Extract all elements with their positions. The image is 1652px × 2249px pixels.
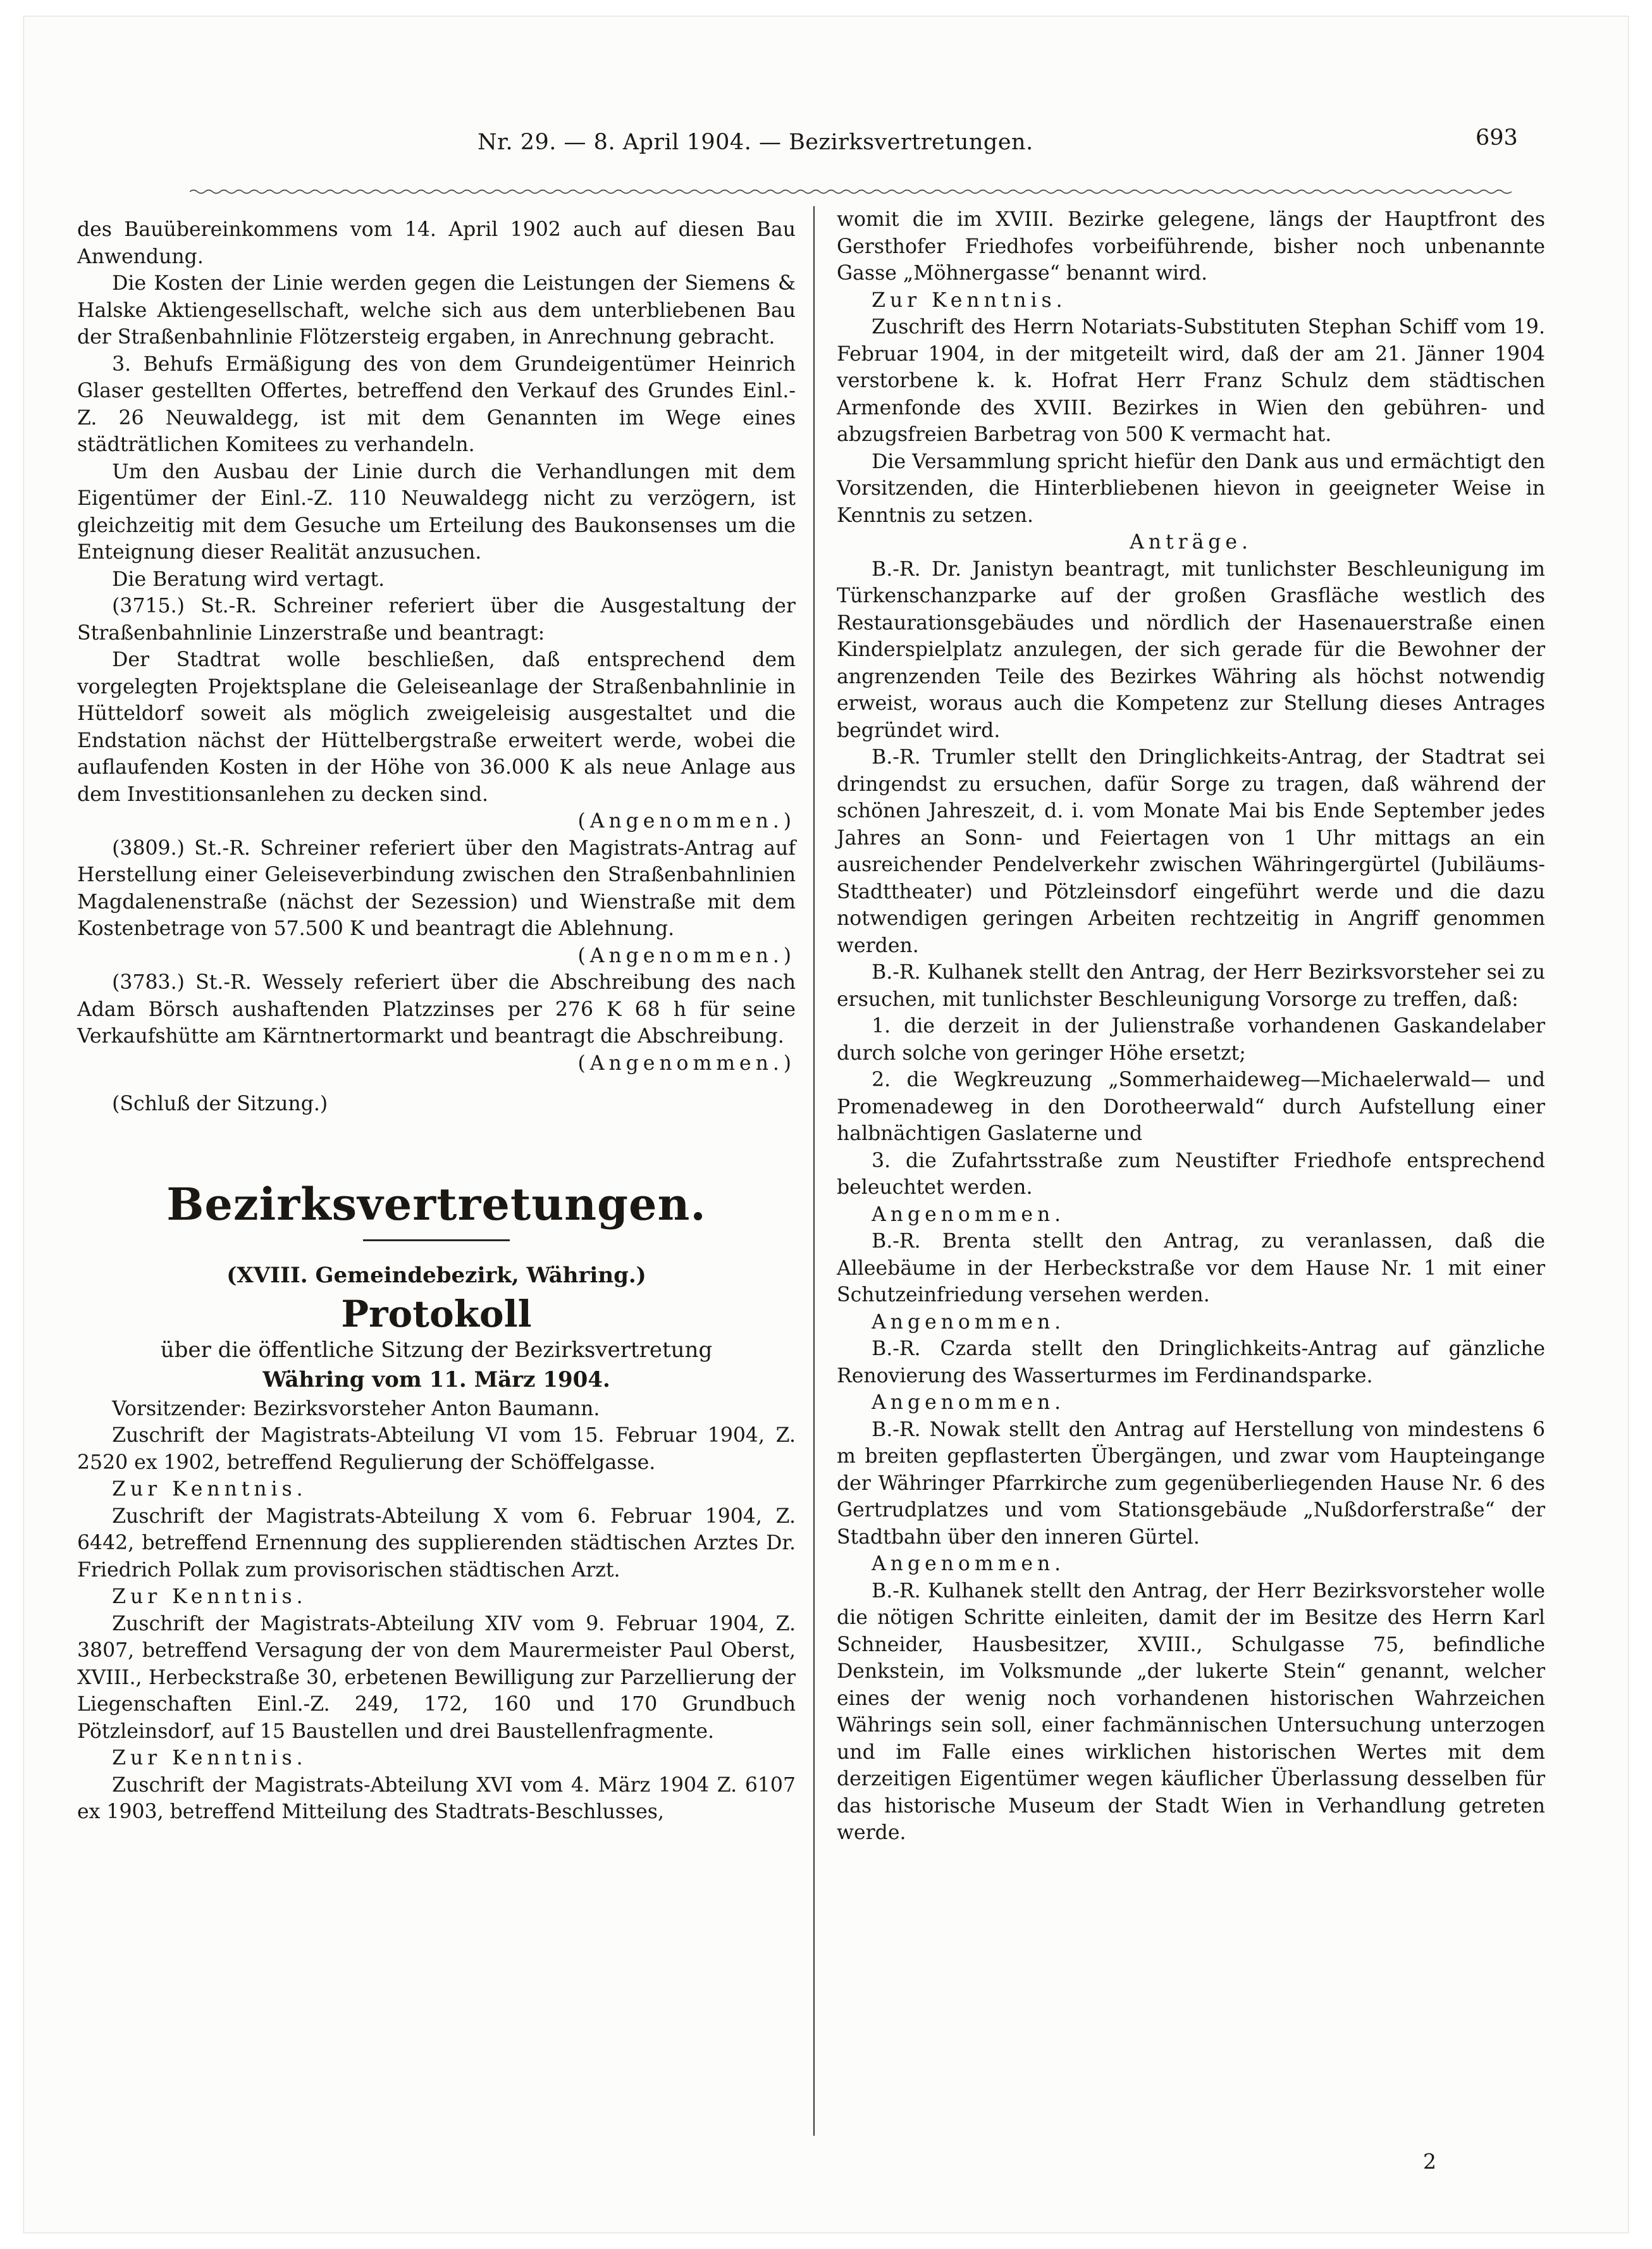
- status-angenommen: (Angenommen.): [577, 944, 796, 967]
- page-number: 693: [1476, 125, 1518, 151]
- protokoll-line: Währing vom 11. März 1904.: [262, 1366, 610, 1392]
- status-angenommen: (Angenommen.): [577, 1051, 796, 1075]
- paragraph: (3715.) St.-R. Schreiner referiert über die Ausgestaltung der Straßenbahnlinie Linzerstraße und beantragt:: [77, 595, 796, 645]
- sheet-number: 2: [1423, 2149, 1436, 2174]
- protokoll-heading: Protokoll: [341, 1292, 532, 1335]
- motion-item: 3. die Zufahrtsstraße zum Neustifter Friedhofe entsprechend beleuchtet werden.: [837, 1149, 1545, 1199]
- motion: B.-R. Dr. Janistyn beantragt, mit tunlichster Beschleunigung im Türkenschanzparke auf der großen Grasfläche westlich des Restaurationsgebäudes und nördlich der Hasenauerstraße einen Kinderspielplatz anzulegen, der sich gerade für die Bewohner der angrenzenden Teile des Bezirkes Währing als höchst notwendig erweist, woraus auch die Kompetenz zur Stellung dieses Antrages begründet wird.: [837, 557, 1545, 742]
- status-angenommen: Angenommen.: [872, 1310, 1066, 1334]
- paragraph: womit die im XVIII. Bezirke gelegene, längs der Hauptfront des Gersthofer Friedhofes vorbeiführende, bisher noch unbenannte Gasse „Möhnergasse“ benannt wird.: [837, 208, 1545, 285]
- status-angenommen: (Angenommen.): [577, 810, 796, 833]
- status-angenommen: Angenommen.: [872, 1203, 1066, 1226]
- motion: B.-R. Trumler stellt den Dringlichkeits-Antrag, der Stadtrat sei dringendst zu ersuchen, dafür Sorge zu tragen, daß während der schönen Jahreszeit, d. i. vom Monate Mai bis Ende September jedes Jahres an Sonn- und Feiertagen von 1 Uhr mittags an ein ausreichender Pendelverkehr zwischen Währingergürtel (Jubiläums-Stadttheater) und Pötzleinsdorf eingeführt werde und die dazu notwendigen geringen Arbeiten rechtzeitig in Angriff genommen werden.: [837, 746, 1545, 957]
- status-angenommen: Angenommen.: [872, 1391, 1066, 1414]
- section-title: Bezirksvertretungen.: [166, 1177, 706, 1230]
- antraege-heading: Anträge.: [1130, 531, 1252, 554]
- session-end: (Schluß der Sitzung.): [112, 1093, 328, 1115]
- motion: B.-R. Kulhanek stellt den Antrag, der Herr Bezirksvorsteher sei zu ersuchen, mit tunlichster Beschleunigung Vorsorge zu treffen, daß:: [837, 961, 1545, 1011]
- motion: B.-R. Brenta stellt den Antrag, zu veranlassen, daß die Alleebäume in der Herbeckstraße vor dem Hause Nr. 1 mit einer Schutzeinfriedung versehen werden.: [837, 1230, 1545, 1306]
- paragraph: Die Beratung wird vertagt.: [112, 567, 385, 591]
- motion: B.-R. Kulhanek stellt den Antrag, der Herr Bezirksvorsteher wolle die nötigen Schritte einleiten, damit der im Besitze des Herrn Karl Schneider, Hausbesitzer, XVIII., Schulgasse 75, befindliche Denkstein, im Volksmunde „der lukerte Stein“ genannt, welcher eines der wenig noch vorhandenen historischen Wahrzeichen Währings sein soll, einer fachmännischen Untersuchung unterzogen und im Falle eines wirklichen historischen Wertes mit dem derzeitigen Eigentümer wegen käuflicher Überlassung desselben für das historische Museum der Stadt Wien in Verhandlung getreten werde.: [837, 1579, 1545, 1844]
- motion: B.-R. Nowak stellt den Antrag auf Herstellung von mindestens 6 m breiten gepflasterten Übergängen, und zwar vom Haupteingange der Währinger Pfarrkirche zum gegenüberliegenden Hause Nr. 6 des Gertrudplatzes und vom Stationsgebäude „Nußdorferstraße“ der Stadtbahn über den inneren Gürtel.: [837, 1418, 1545, 1549]
- title-rule: [363, 1239, 510, 1241]
- status-kenntnis: Zur Kenntnis.: [112, 1585, 307, 1608]
- newspaper-page: [23, 16, 1629, 2233]
- paragraph: Die Kosten der Linie werden gegen die Leistungen der Siemens & Halske Aktiengesellschaft, welche sich aus dem unterbliebenen Bau der Straßenbahnlinie Flötzersteig ergaben, in Anrechnung gebracht.: [77, 272, 796, 349]
- status-kenntnis: Zur Kenntnis.: [872, 288, 1067, 312]
- header-wavy-rule: [190, 189, 1512, 195]
- paragraph: 3. Behufs Ermäßigung des von dem Grundeigentümer Heinrich Glaser gestellten Offertes, betreffend den Verkauf des Grundes Einl.-Z. 26 Neuwaldegg, ist mit dem Genannten im Wege eines städträtlichen Komitees zu verhandeln.: [77, 352, 796, 456]
- column-divider: [813, 206, 815, 2136]
- district-subtitle: (XVIII. Gemeindebezirk, Währing.): [226, 1262, 646, 1288]
- motion-item: 2. die Wegkreuzung „Sommerhaideweg—Michaelerwald— und Promenadeweg in den Dorotheerwald“ durch Aufstellung einer halbnächtigen Gaslaterne und: [837, 1069, 1545, 1145]
- left-column: [77, 216, 796, 1826]
- chair: Vorsitzender: Bezirksvorsteher Anton Baumann.: [112, 1397, 600, 1420]
- status-angenommen: Angenommen.: [872, 1552, 1066, 1575]
- paragraph: Zuschrift der Magistrats-Abteilung VI vom 15. Februar 1904, Z. 2520 ex 1902, betreffend Regulierung der Schöffelgasse.: [77, 1424, 796, 1474]
- protokoll-line: über die öffentliche Sitzung der Bezirksvertretung: [160, 1337, 713, 1363]
- paragraph: Zuschrift der Magistrats-Abteilung XVI vom 4. März 1904 Z. 6107 ex 1903, betreffend Mitteilung des Stadtrats-Beschlusses,: [77, 1773, 796, 1823]
- paragraph: (3809.) St.-R. Schreiner referiert über den Magistrats-Antrag auf Herstellung einer Geleiseverbindung zwischen den Straßenbahnlinien Magdalenenstraße (nächst der Sezession) und Wienstraße mit dem Kostenbetrage von 57.500 K und beantragt die Ablehnung.: [77, 836, 796, 940]
- paragraph: (3783.) St.-R. Wessely referiert über die Abschreibung des nach Adam Börsch aushaftenden Platzzinses per 276 K 68 h für seine Verkaufshütte am Kärntnertormarkt und beantragt die Abschreibung.: [77, 971, 796, 1048]
- paragraph: Zuschrift der Magistrats-Abteilung X vom 6. Februar 1904, Z. 6442, betreffend Ernennung des supplierenden städtischen Arztes Dr. Friedrich Pollak zum provisorischen städtischen Arzt.: [77, 1504, 796, 1582]
- paragraph: Um den Ausbau der Linie durch die Verhandlungen mit dem Eigentümer der Einl.-Z. 110 Neuwaldegg nicht zu verzögern, ist gleichzeitig mit dem Gesuche um Erteilung des Baukonsenses um die Enteignung dieser Realität anzusuchen.: [77, 460, 796, 564]
- paragraph: Die Versammlung spricht hiefür den Dank aus und ermächtigt den Vorsitzenden, die Hinterbliebenen hievon in geeigneter Weise in Kenntnis zu setzen.: [837, 450, 1545, 527]
- right-column: [837, 206, 1545, 1847]
- paragraph: des Bauübereinkommens vom 14. April 1902 auch auf diesen Bau Anwendung.: [77, 218, 796, 268]
- status-kenntnis: Zur Kenntnis.: [112, 1747, 307, 1769]
- paragraph: Zuschrift des Herrn Notariats-Substituten Stephan Schiff vom 19. Februar 1904, in der mitgeteilt wird, daß der am 21. Jänner 1904 verstorbene k. k. Hofrat Herr Franz Schulz dem städtischen Armenfonde des XVIII. Bezirkes in Wien den gebühren- und abzugsfreien Barbetrag von 500 K vermacht hat.: [837, 316, 1545, 446]
- status-kenntnis: Zur Kenntnis.: [112, 1478, 307, 1501]
- paragraph: Zuschrift der Magistrats-Abteilung XIV vom 9. Februar 1904, Z. 3807, betreffend Versagung der von dem Maurermeister Paul Oberst, XVIII., Herbeckstraße 30, erbetenen Bewilligung zur Parzellierung der Liegenschaften Einl.-Z. 249, 172, 160 und 170 Grundbuch Pötzleinsdorf, auf 15 Baustellen und drei Baustellenfragmente.: [77, 1612, 796, 1743]
- paragraph: Der Stadtrat wolle beschließen, daß entsprechend dem vorgelegten Projektsplane die Geleiseanlage der Straßenbahnlinie in Hütteldorf soweit als möglich zweigeleisig ausgestaltet und die Endstation nächst der Hüttelbergstraße erweitert werde, wobei die auflaufenden Kosten in der Höhe von 36.000 K als neue Anlage aus dem Investitionsanlehen zu decken sind.: [77, 648, 796, 806]
- running-header: Nr. 29. — 8. April 1904. — Bezirksvertretungen.: [478, 130, 1033, 155]
- motion-item: 1. die derzeit in der Julienstraße vorhandenen Gaskandelaber durch solche von geringer Höhe ersetzt;: [837, 1015, 1545, 1065]
- motion: B.-R. Czarda stellt den Dringlichkeits-Antrag auf gänzliche Renovierung des Wasserturmes im Ferdinandsparke.: [837, 1337, 1545, 1387]
